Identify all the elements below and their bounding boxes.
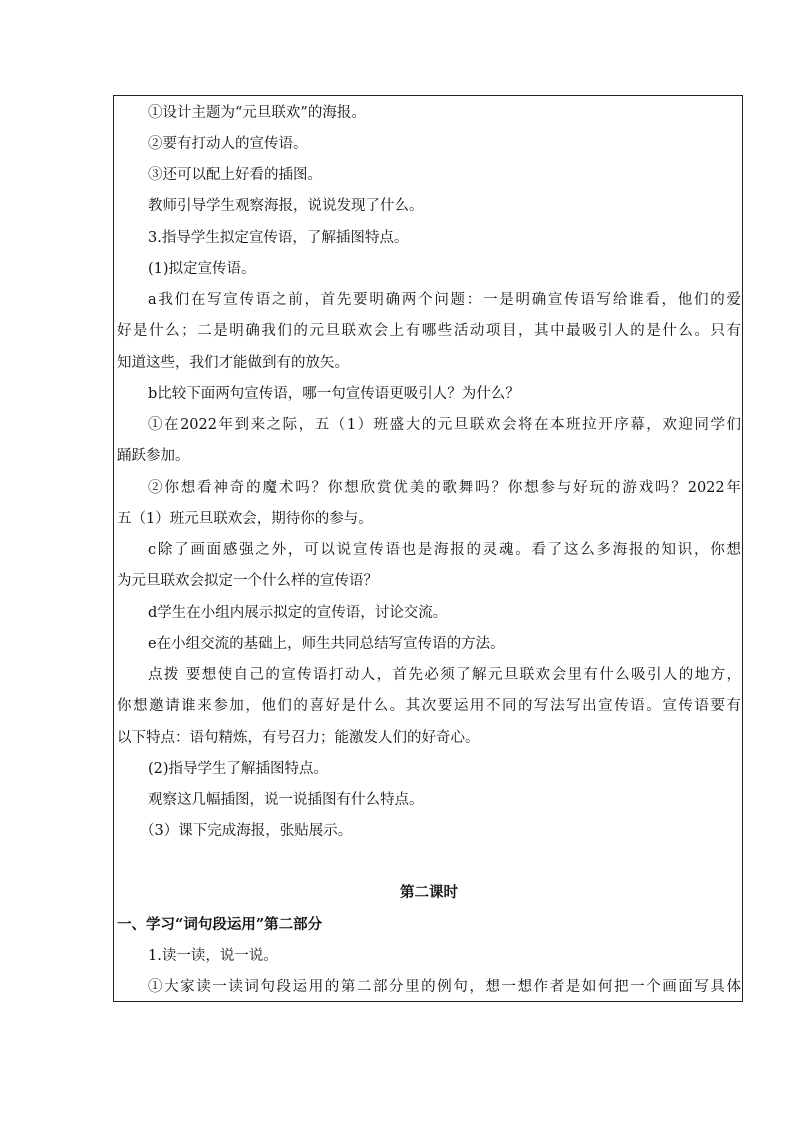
- slogan-example-1-line-2: 踊跃参加。: [117, 448, 190, 464]
- paragraph-a-line-3: 知道这些，我们才能做到有的放矢。: [117, 355, 349, 371]
- paragraph-b: b比较下面两句宣传语，哪一句宣传语更吸引人？为什么？: [148, 386, 520, 402]
- tip-line-3: 以下特点：语句精炼，有号召力；能激发人们的好奇心。: [117, 730, 480, 746]
- paragraph-a-line-1: a我们在写宣传语之前，首先要明确两个问题：一是明确宣传语写给谁看，他们的爱: [148, 292, 741, 308]
- tip-line-2: 你想邀请谁来参加，他们的喜好是什么。其次要运用不同的写法写出宣传语。宣传语要有: [117, 698, 741, 714]
- illustration-instruction: 观察这几幅插图，说一说插图有什么特点。: [148, 792, 424, 808]
- slogan-example-1-line-1: ①在2022年到来之际，五（1）班盛大的元旦联欢会将在本班拉开序幕，欢迎同学们: [148, 417, 741, 433]
- requirement-1: ①设计主题为“元旦联欢”的海报。: [148, 105, 366, 121]
- paragraph-e: e在小组交流的基础上，师生共同总结写宣传语的方法。: [148, 636, 505, 652]
- step-1-heading: 1.读一读，说一说。: [148, 948, 278, 964]
- teacher-guide-text: 教师引导学生观察海报，说说发现了什么。: [148, 198, 424, 214]
- requirement-3: ③还可以配上好看的插图。: [148, 167, 322, 183]
- subheading-illustrations: (2)指导学生了解插图特点。: [148, 761, 329, 777]
- slogan-example-2-line-2: 五（1）班元旦联欢会，期待你的参与。: [117, 511, 373, 527]
- paragraph-a-line-2: 好是什么；二是明确我们的元旦联欢会上有哪些活动项目，其中最吸引人的是什么。只有: [117, 323, 741, 339]
- requirement-2: ②要有打动人的宣传语。: [148, 136, 308, 152]
- paragraph-d: d学生在小组内展示拟定的宣传语，讨论交流。: [148, 605, 448, 621]
- reading-instruction: ①大家读一读词句段运用的第二部分里的例句，想一想作者是如何把一个画面写具体: [148, 979, 741, 995]
- section-title-second-lesson: 第二课时: [400, 884, 458, 901]
- section-heading-part-one: 一、学习“词句段运用”第二部分: [117, 916, 323, 933]
- slogan-example-2-line-1: ②你想看神奇的魔术吗？你想欣赏优美的歌舞吗？你想参与好玩的游戏吗？2022年: [148, 480, 741, 496]
- subheading-draft-slogan: (1)拟定宣传语。: [148, 261, 256, 277]
- paragraph-c-line-2: 为元旦联欢会拟定一个什么样的宣传语？: [117, 573, 378, 589]
- tip-line-1: 点拨 要想使自己的宣传语打动人，首先必须了解元旦联欢会里有什么吸引人的地方，: [148, 667, 741, 683]
- step-3-heading: 3.指导学生拟定宣传语，了解插图特点。: [148, 230, 409, 246]
- paragraph-c-line-1: c除了画面感强之外，可以说宣传语也是海报的灵魂。看了这么多海报的知识，你想: [148, 542, 741, 558]
- subheading-finish-poster: （3）课下完成海报，张贴展示。: [140, 823, 353, 839]
